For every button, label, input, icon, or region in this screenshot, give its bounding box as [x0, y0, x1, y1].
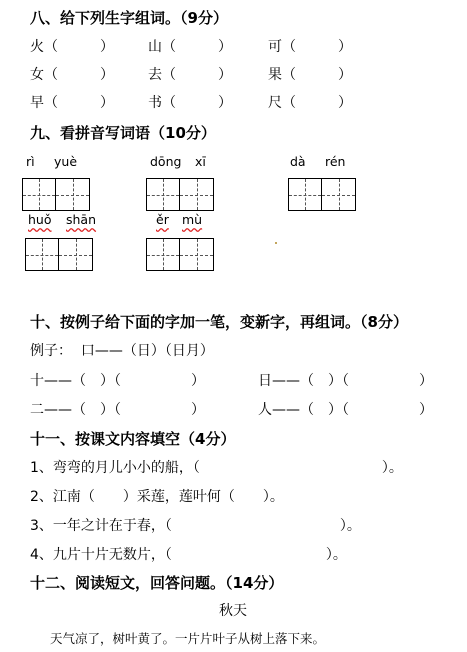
fill-item: 4、九片十片无数片，（ ）。 — [30, 547, 347, 563]
section-12-heading: 十二、阅读短文，回答问题。（14分） — [30, 574, 284, 592]
pinyin: yuè — [54, 154, 78, 169]
writing-grid[interactable] — [288, 178, 356, 211]
pinyin: ěr — [156, 212, 169, 227]
word-item: 可（ ） — [268, 39, 352, 55]
pinyin: rén — [325, 154, 346, 169]
fill-item: 3、一年之计在于春，（ ）。 — [30, 518, 361, 534]
stray-dot — [275, 242, 277, 244]
pinyin: dōng — [150, 154, 182, 169]
writing-grid[interactable] — [146, 178, 214, 211]
pinyin: shān — [66, 212, 97, 227]
word-item: 去（ ） — [148, 67, 232, 83]
word-item: 女（ ） — [30, 67, 114, 83]
word-item: 果（ ） — [268, 67, 352, 83]
word-item: 山（ ） — [148, 39, 232, 55]
section-10-heading: 十、按例子给下面的字加一笔，变新字，再组词。（8分） — [30, 313, 408, 331]
passage-title: 秋天 — [219, 603, 247, 619]
section-8-heading: 八、给下列生字组词。（9分） — [30, 9, 228, 27]
word-item: 书（ ） — [148, 95, 232, 111]
pinyin: xī — [195, 154, 206, 169]
stroke-item: 人——（ ）（ ） — [258, 402, 433, 418]
word-item: 火（ ） — [30, 39, 114, 55]
stroke-item: 十——（ ）（ ） — [30, 373, 205, 389]
writing-grid[interactable] — [146, 238, 214, 271]
pinyin: huǒ — [28, 212, 52, 227]
pinyin: mù — [182, 212, 203, 227]
writing-grid[interactable] — [22, 178, 90, 211]
writing-grid[interactable] — [25, 238, 93, 271]
section-11-heading: 十一、按课文内容填空（4分） — [30, 430, 236, 448]
stroke-item: 日——（ ）（ ） — [258, 373, 433, 389]
example-line: 例子： 口——（日）（日月） — [30, 343, 214, 359]
section-9-heading: 九、看拼音写词语（10分） — [30, 124, 216, 142]
stroke-item: 二——（ ）（ ） — [30, 402, 205, 418]
fill-item: 1、弯弯的月儿小小的船，（ ）。 — [30, 460, 403, 476]
pinyin: rì — [26, 154, 35, 169]
pinyin: dà — [290, 154, 306, 169]
passage-text: 天气凉了，树叶黄了。一片片叶子从树上落下来。 — [50, 631, 326, 646]
word-item: 尺（ ） — [268, 95, 352, 111]
fill-item: 2、江南（ ）采莲，莲叶何（ ）。 — [30, 489, 284, 505]
word-item: 早（ ） — [30, 95, 114, 111]
